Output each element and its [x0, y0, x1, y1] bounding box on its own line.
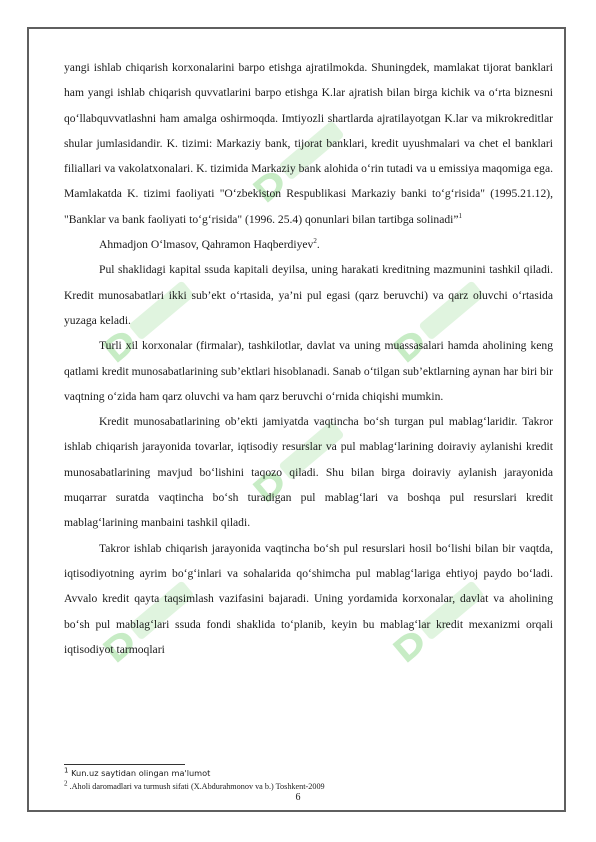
footnote-ref-1[interactable]: 1: [458, 211, 463, 220]
paragraph-5: Kredit munosabatlarining ob’ekti jamiyatda vaqtincha bo‘sh turgan pul mablag‘laridir. Takror ishlab chiqarish jarayonida tovarlar, iqtisodiy resurslar va pul mablag‘larining doiraviy aylanishi kredit munosabatlarining mavjud bo‘lishini taqozo qiladi. Shu bilan birga doiraviy aylanish jarayonida muqarrar suratda vaqtincha bo‘sh turadigan pul mablag‘lari va boshqa pul resurslari kredit mablag‘larining manbaini tashkil qiladi.: [64, 415, 553, 530]
paragraph-1: yangi ishlab chiqarish korxonalarini barpo etishga ajratilmokda. Shuningdek, mamlakat tijorat banklari ham yangi ishlab chiqarish quvvatlarini barpo etishga K.lar ajratish bilan birga kichik va o‘rta biznesni qo‘llabquvvatlashni ham amalga oshirmoqda. Imtiyozli shartlarda ajratilayotgan K.lar va mikrokreditlar shular jumlasidandir. K. tizimi: Markaziy bank, tijorat banklari, kredit uyushmalari va chet el banklari filiallari va vakolatxonalari. K. tizimida Markaziy bank alohida o‘rin tutadi va u emissiya maqomiga ega. Mamlakatda K. tizimi faoliyati "O‘zbekiston Respublikasi Markaziy banki to‘g‘risida" (1995.21.12), "Banklar va bank faoliyati to‘g‘risida" (1996. 25.4) qonunlari bilan tartibga solinadi”$^1$: [64, 61, 553, 226]
footnote-ref-2[interactable]: 2: [313, 237, 317, 246]
paragraph-4: Turli xil korxonalar (firmalar), tashkilotlar, davlat va uning muassasalari hamda aholining keng qatlami kredit munosabatlarining sub’ektlari hisoblanadi. Sanab o‘tilgan sub’ektlarning aynan har biri bir vaqtning o‘zida ham qarz oluvchi va ham qarz beruvchi o‘rnida chiqishi mumkin.: [64, 339, 553, 403]
footnotes: [64, 767, 553, 793]
footnote-2: $^2$ .Aholi daromadlari va turmush sifati (X.Abdurahmonov va b.) Toshkent-2009: [64, 779, 325, 791]
footnote-1: $^1$ Kun.uz saytidan olingan ma'lumot: [64, 766, 211, 778]
paragraph-3: Pul shaklidagi kapital ssuda kapitali deyilsa, uning harakati kreditning mazmunini tashkil qiladi. Kredit munosabatlari ikki sub’ekt o‘rtasida, ya’ni pul egasi (qarz beruvchi) va qarz oluvchi o‘rtasida yuzaga keladi.: [64, 263, 553, 327]
paragraph-6: Takror ishlab chiqarish jarayonida vaqtincha bo‘sh pul resurslari hosil bo‘lishi bilan bir vaqtda, iqtisodiyotning ayrim bo‘g‘inlari va sohalarida qo‘shimcha pul mablag‘lariga ehtiyoj paydo bo‘ladi. Avvalo kredit qayta taqsimlash vazifasini bajaradi. Uning yordamida korxonalar, davlat va aholining bo‘sh pul mablag‘lari ssuda fondi shaklida to‘planib, keyin bu mablag‘lar kredit mexanizmi orqali iqtisodiyot tarmoqlari: [64, 541, 553, 656]
paragraph-2: Ahmadjon O‘lmasov, Qahramon Haqberdiyev$^2$.: [99, 237, 320, 252]
main-text: [64, 55, 553, 662]
footnote-separator: [64, 764, 185, 765]
page-number: 6: [295, 792, 301, 803]
